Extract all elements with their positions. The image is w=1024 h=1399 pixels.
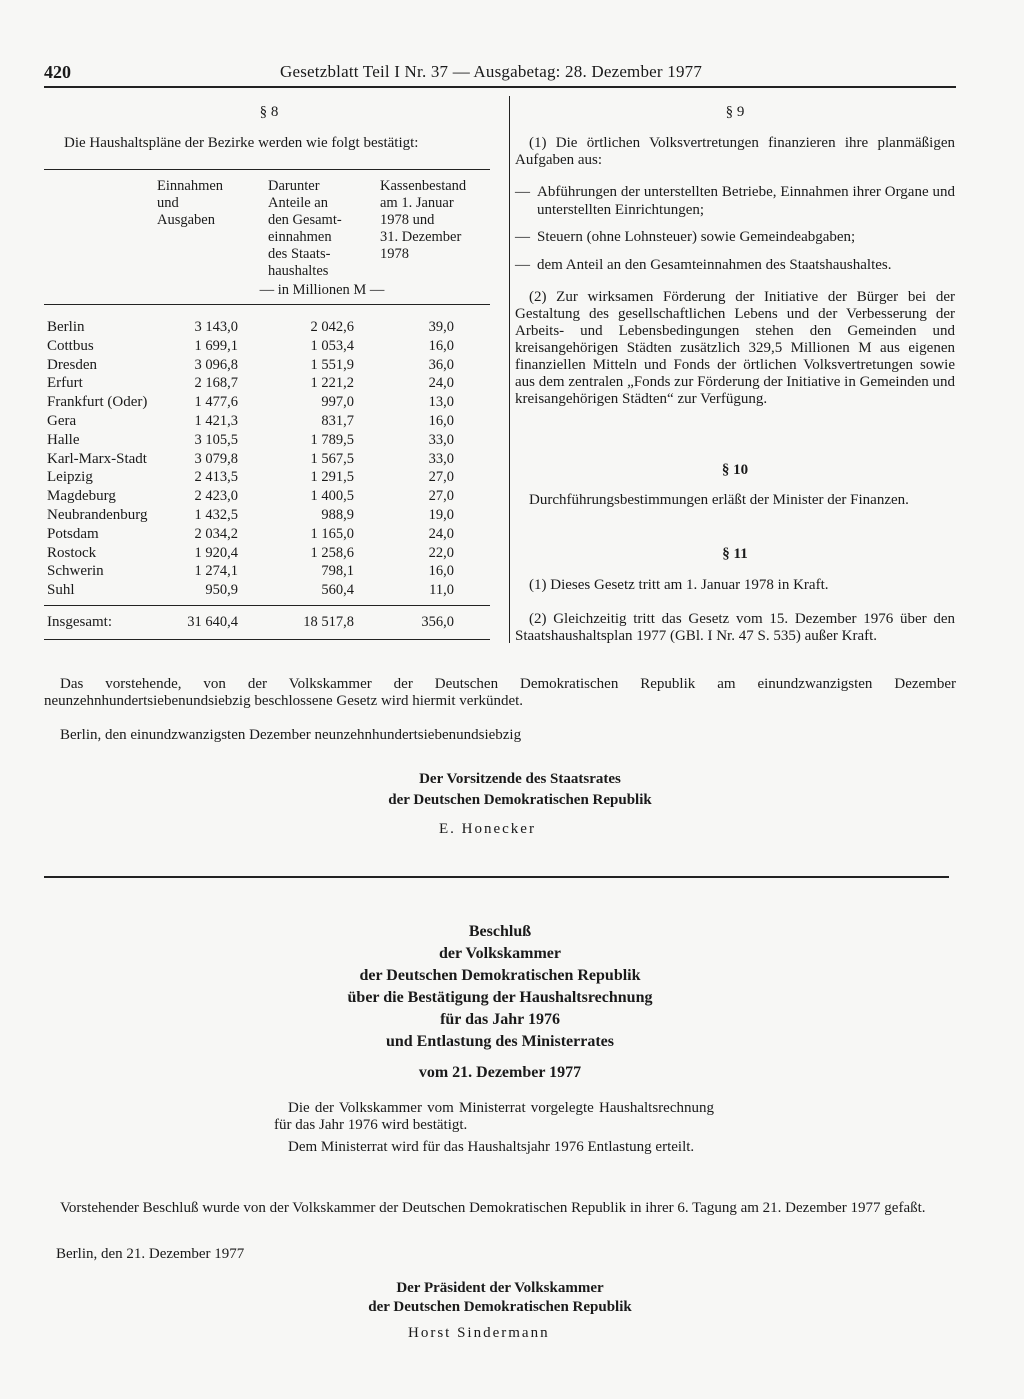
section-11-heading: § 11 <box>722 546 748 562</box>
row-income: 1 920,4 <box>194 544 238 561</box>
row-share: 1 291,5 <box>310 469 354 486</box>
page-number: 420 <box>44 62 71 82</box>
row-income: 3 079,8 <box>194 450 238 467</box>
col-header-cash: Kassenbestand am 1. Januar 1978 und 31. Dezember 1978 <box>380 178 467 262</box>
row-cash: 33,0 <box>428 431 454 448</box>
row-cash: 36,0 <box>428 356 454 373</box>
resolution-signatory-name: Horst Sindermann <box>408 1325 550 1341</box>
dash-marker: — <box>515 257 530 273</box>
signatory-title-2: der Deutschen Demokratischen Republik <box>388 792 652 808</box>
row-cash: 16,0 <box>428 337 454 354</box>
col-header-income: Einnahmen und Ausgaben <box>157 178 224 228</box>
row-share: 1 400,5 <box>310 488 354 505</box>
row-share: 798,1 <box>321 563 354 580</box>
resolution-title: Beschluß der Volkskammer der Deutschen Demokratischen Republik über die Bestätigung der Haushaltsrechnung für das Jahr 1976 und Entlastung des Ministerrates <box>347 923 653 1050</box>
section-11-p2: (2) Gleichzeitig tritt das Gesetz vom 15. Dezember 1976 über den Staatshaushaltsplan 1977 (GBl. I Nr. 47 S. 535) außer Kraft. <box>515 611 955 644</box>
row-name: Neubrandenburg <box>47 507 148 523</box>
column-divider <box>509 96 510 643</box>
section-9-heading: § 9 <box>725 104 745 120</box>
row-income: 2 034,2 <box>194 525 238 542</box>
row-share: 1 165,0 <box>310 525 354 542</box>
resolution-p2: Dem Ministerrat wird für das Haushaltsjahr 1976 Entlastung erteilt. <box>288 1139 695 1155</box>
row-share: 1 221,2 <box>310 375 354 392</box>
row-income: 1 477,6 <box>194 394 238 411</box>
row-income: 1 274,1 <box>194 563 238 580</box>
row-income: 3 105,5 <box>194 431 238 448</box>
section-11-p1: (1) Dieses Gesetz tritt am 1. Januar 1978 in Kraft. <box>529 577 829 593</box>
row-name: Berlin <box>47 319 85 335</box>
row-cash: 39,0 <box>428 319 454 335</box>
row-cash: 24,0 <box>428 375 454 392</box>
resolution-signatory-title-1: Der Präsident der Volkskammer <box>396 1280 604 1296</box>
row-cash: 27,0 <box>428 469 454 486</box>
row-name: Schwerin <box>47 563 104 580</box>
row-income: 1 699,1 <box>194 337 238 354</box>
row-cash: 19,0 <box>428 507 454 523</box>
total-label: Insgesamt: <box>47 614 112 630</box>
total-cash: 356,0 <box>421 614 454 630</box>
item-text: dem Anteil an den Gesamteinnahmen des Staatshaushaltes. <box>537 257 892 273</box>
section-8-heading: § 8 <box>259 104 279 120</box>
resolution-signatory-title-2: der Deutschen Demokratischen Republik <box>368 1299 632 1315</box>
signatory-title-1: Der Vorsitzende des Staatsrates <box>419 771 621 787</box>
row-cash: 16,0 <box>428 563 454 580</box>
row-name: Gera <box>47 413 77 429</box>
row-cash: 16,0 <box>428 413 454 429</box>
row-name: Cottbus <box>47 337 94 354</box>
section-9-p2: (2) Zur wirksamen Förderung der Initiative der Bürger bei der Gestaltung des gesellschaftlichen Lebens und der Verbesserung der Arbeits- und Lebensbedingungen stehen den Gemeinden und kreisangehörigen Städten zusätzlich 329,5 Millionen M aus eigenen finanziellen Mitteln und Fonds der örtlichen Volksvertretungen sowie aus dem zentralen „Fonds zur Förderung der Initiative in Gemeinden und kreisangehörigen Städten“ zur Verfügung. <box>515 289 955 407</box>
item-text: Steuern (ohne Lohnsteuer) sowie Gemeindeabgaben; <box>537 229 856 245</box>
row-name: Magdeburg <box>47 488 116 505</box>
row-income: 2 168,7 <box>194 375 238 392</box>
dash-marker: — <box>515 184 530 200</box>
row-income: 1 421,3 <box>194 413 238 429</box>
resolution-place-date: Berlin, den 21. Dezember 1977 <box>56 1246 245 1262</box>
row-share: 560,4 <box>321 582 354 599</box>
row-share: 988,9 <box>321 507 354 523</box>
row-name: Potsdam <box>47 525 99 542</box>
section-10-text: Durchführungsbestimmungen erläßt der Minister der Finanzen. <box>529 492 909 508</box>
row-income: 3 096,8 <box>194 356 238 373</box>
row-share: 1 258,6 <box>310 544 354 561</box>
dash-marker: — <box>515 229 530 245</box>
section-9-item-3 <box>515 256 955 274</box>
signatory-name: E. Honecker <box>439 821 536 837</box>
row-cash: 11,0 <box>429 582 454 599</box>
table-unit: — in Millionen M — <box>259 282 385 298</box>
row-name: Halle <box>47 431 80 448</box>
item-text: Abführungen der unterstellten Betriebe, Einnahmen ihrer Organe und unterstellten Einrichtungen; <box>537 184 955 218</box>
section-9-item-2 <box>515 228 955 246</box>
row-cash: 24,0 <box>428 525 454 542</box>
header-rule <box>44 86 956 88</box>
row-share: 831,7 <box>321 413 354 429</box>
row-name: Erfurt <box>47 375 83 392</box>
table-header-rule <box>44 304 490 305</box>
table-bottom-rule <box>44 639 490 640</box>
section-10-heading: § 10 <box>721 462 749 478</box>
row-cash: 27,0 <box>428 488 454 505</box>
row-name: Suhl <box>47 582 75 599</box>
total-share: 18 517,8 <box>303 614 354 630</box>
section-8-intro: Die Haushaltspläne der Bezirke werden wie folgt bestätigt: <box>64 135 419 151</box>
row-income: 2 413,5 <box>194 469 238 486</box>
row-name: Rostock <box>47 544 97 561</box>
row-share: 1 551,9 <box>310 356 354 373</box>
row-share: 2 042,6 <box>310 319 354 335</box>
row-income: 2 423,0 <box>194 488 238 505</box>
table-top-rule <box>44 169 490 170</box>
promulgation-place-date: Berlin, den einundzwanzigsten Dezember neunzehnhundertsiebenundsiebzig <box>60 727 522 743</box>
row-share: 997,0 <box>321 394 354 411</box>
total-income: 31 640,4 <box>187 614 238 630</box>
row-cash: 13,0 <box>428 394 454 411</box>
row-income: 1 432,5 <box>194 507 238 523</box>
row-share: 1 789,5 <box>310 431 354 448</box>
row-name: Dresden <box>47 356 97 373</box>
row-cash: 33,0 <box>428 450 454 467</box>
table-total-rule <box>44 605 490 606</box>
resolution-p1: Die der Volkskammer vom Ministerrat vorgelegte Haushaltsrechnung für das Jahr 1976 wird bestätigt. <box>274 1100 714 1133</box>
resolution-date: vom 21. Dezember 1977 <box>418 1064 582 1081</box>
section-9-item-1 <box>515 183 955 219</box>
row-name: Leipzig <box>47 469 93 486</box>
row-income: 3 143,0 <box>194 319 238 335</box>
row-share: 1 053,4 <box>310 337 354 354</box>
row-share: 1 567,5 <box>310 450 354 467</box>
section-9-p1: (1) Die örtlichen Volksvertretungen finanzieren ihre planmäßigen Aufgaben aus: <box>515 135 955 168</box>
row-name: Karl-Marx-Stadt <box>47 450 147 467</box>
running-title: Gesetzblatt Teil I Nr. 37 — Ausgabetag: 28. Dezember 1977 <box>280 62 703 81</box>
row-income: 950,9 <box>205 582 238 599</box>
resolution-closing: Vorstehender Beschluß wurde von der Volkskammer der Deutschen Demokratischen Republik in ihrer 6. Tagung am 21. Dezember 1977 gefaßt. <box>60 1200 926 1216</box>
col-header-share: Darunter Anteile an den Gesamt- einnahmen des Staats- haushaltes <box>268 178 342 279</box>
section-separator <box>44 876 949 878</box>
row-cash: 22,0 <box>428 544 454 561</box>
promulgation-text: Das vorstehende, von der Volkskammer der Deutschen Demokratischen Republik am einundzwanzigsten Dezember neunzehnhundertsiebenundsiebzig beschlossene Gesetz wird hiermit verkündet. <box>44 676 956 709</box>
row-name: Frankfurt (Oder) <box>47 394 148 411</box>
